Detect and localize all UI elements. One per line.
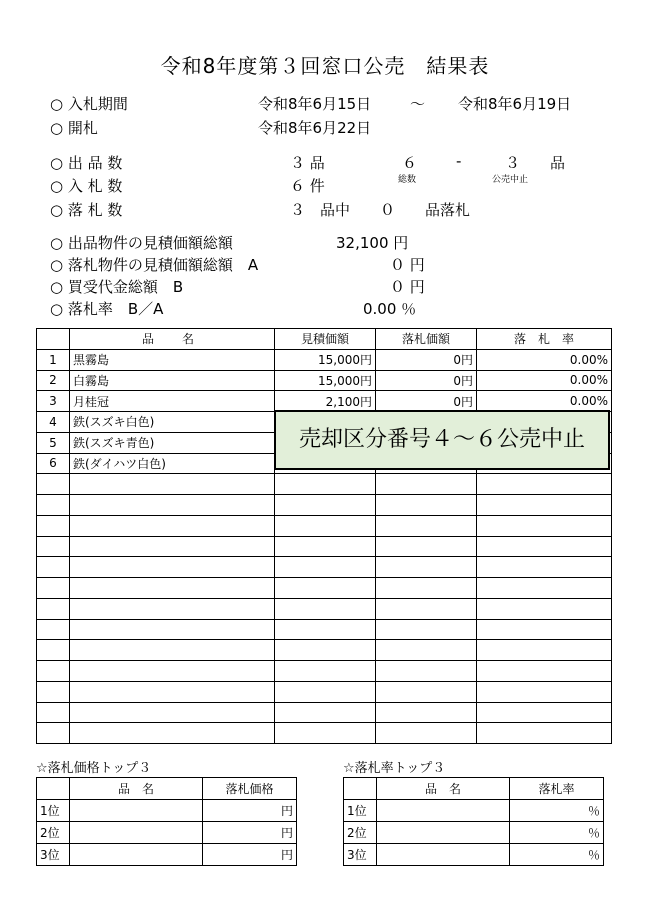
top3-rate-header-row [344, 778, 604, 800]
items-dash: - [456, 152, 462, 170]
cell-no [37, 578, 70, 599]
cell-rate [477, 723, 612, 744]
top3-row [344, 822, 604, 844]
cell-name [70, 515, 275, 536]
header-estimate: 見積価額 [275, 329, 376, 350]
cell-bid [376, 681, 477, 702]
cell-no [37, 495, 70, 516]
cell-name: 鉄(ダイハツ白色) [70, 453, 275, 474]
table-row-empty [37, 640, 612, 661]
top3-row [37, 800, 297, 822]
top3-rate-header-rank [344, 778, 377, 800]
cell-est [275, 723, 376, 744]
table-row-empty [37, 536, 612, 557]
period-end: 令和8年6月19日 [458, 95, 572, 113]
header-bid: 落札価額 [376, 329, 477, 350]
cell-name [70, 474, 275, 495]
cell-bid: 0円 [376, 370, 477, 391]
cell-no [37, 661, 70, 682]
cell-name [70, 702, 275, 723]
results-table [36, 328, 612, 744]
cell-name [70, 557, 275, 578]
top3-rate-table [343, 777, 604, 866]
sale-total-label: ○ 買受代金総額 B [50, 278, 184, 296]
cell-bid [376, 515, 477, 536]
top3-cell-rank: 3位 [344, 844, 377, 866]
top3-cell-name [377, 822, 510, 844]
cell-name [70, 598, 275, 619]
table-row [37, 349, 612, 370]
table-row-empty [37, 723, 612, 744]
cell-name [70, 661, 275, 682]
top3-cell-name [377, 844, 510, 866]
table-row-empty [37, 598, 612, 619]
top3-cell-rank: 2位 [344, 822, 377, 844]
cell-est [275, 702, 376, 723]
top3-price-heading: ☆落札価格トップ３ [36, 761, 152, 776]
cell-rate [477, 640, 612, 661]
rate-label: ○ 落札率 B／A [50, 300, 164, 318]
items-suspended-caption: 公売中止 [492, 175, 529, 185]
cell-no [37, 702, 70, 723]
top3-row [37, 844, 297, 866]
cell-bid [376, 619, 477, 640]
table-row-empty [37, 578, 612, 599]
top3-cell-name [70, 844, 203, 866]
cell-name [70, 536, 275, 557]
cell-rate [477, 536, 612, 557]
items-total: ６ [402, 154, 418, 172]
cell-name: 鉄(スズキ白色) [70, 412, 275, 433]
cell-no [37, 536, 70, 557]
cell-rate: 0.00% [477, 391, 612, 412]
cell-name [70, 495, 275, 516]
cell-est [275, 474, 376, 495]
top3-rate-header-value: 落札率 [510, 778, 604, 800]
cell-rate [477, 474, 612, 495]
cell-bid [376, 578, 477, 599]
cell-bid [376, 536, 477, 557]
top3-cell-rank: 3位 [37, 844, 70, 866]
table-row-empty [37, 619, 612, 640]
top3-cell-name [377, 800, 510, 822]
period-tilde: ～ [410, 95, 426, 113]
cell-est [275, 557, 376, 578]
items-total-caption: 総数 [398, 175, 417, 185]
page-title: 令和8年度第３回窓口公売 結果表 [160, 54, 490, 78]
cell-no: 4 [37, 412, 70, 433]
top3-row [344, 800, 604, 822]
cell-rate [477, 681, 612, 702]
cell-rate: 0.00% [477, 349, 612, 370]
est-total-value: 32,100 円 [336, 234, 409, 252]
top3-price-header-row [37, 778, 297, 800]
top3-cell-name [70, 800, 203, 822]
table-row-empty [37, 495, 612, 516]
cell-bid [376, 598, 477, 619]
cell-est [275, 598, 376, 619]
cell-name: 鉄(スズキ青色) [70, 432, 275, 453]
cell-bid [376, 723, 477, 744]
cell-rate [477, 619, 612, 640]
opening-label: ○ 開札 [50, 119, 98, 137]
cell-bid [376, 474, 477, 495]
cell-rate [477, 557, 612, 578]
cell-no [37, 598, 70, 619]
cell-no: 6 [37, 453, 70, 474]
cell-bid [376, 661, 477, 682]
table-row-empty [37, 557, 612, 578]
top3-price-header-value: 落札価格 [203, 778, 297, 800]
bids-value: ６ 件 [290, 177, 325, 195]
period-start: 令和8年6月15日 [258, 95, 372, 113]
cell-bid [376, 640, 477, 661]
header-no [37, 329, 70, 350]
header-rate: 落 札 率 [477, 329, 612, 350]
cell-no [37, 515, 70, 536]
cell-est [275, 578, 376, 599]
cell-est [275, 661, 376, 682]
est-total-label: ○ 出品物件の見積価額総額 [50, 234, 233, 252]
table-row-empty [37, 681, 612, 702]
won-est-value: ０ 円 [390, 256, 425, 274]
table-row [37, 370, 612, 391]
top3-cell-value: ％ [510, 800, 604, 822]
items-unit: 品 [550, 154, 566, 172]
won-est-label: ○ 落札物件の見積価額総額 A [50, 256, 259, 274]
top3-cell-value: 円 [203, 844, 297, 866]
top3-cell-value: ％ [510, 844, 604, 866]
items-suspended: ３ [505, 154, 521, 172]
period-label: ○ 入札期間 [50, 95, 128, 113]
won-value: ３ 品中 ０ 品落札 [290, 201, 471, 219]
top3-cell-rank: 1位 [344, 800, 377, 822]
cell-name [70, 681, 275, 702]
top3-cell-value: ％ [510, 822, 604, 844]
cell-no [37, 474, 70, 495]
table-row-empty [37, 702, 612, 723]
cell-no: 5 [37, 432, 70, 453]
top3-cell-value: 円 [203, 800, 297, 822]
cell-no: 2 [37, 370, 70, 391]
table-row-empty [37, 515, 612, 536]
top3-price-header-rank [37, 778, 70, 800]
sale-total-value: ０ 円 [390, 278, 425, 296]
top3-price-header-name: 品 名 [70, 778, 203, 800]
cell-name: 月桂冠 [70, 391, 275, 412]
cell-no: 3 [37, 391, 70, 412]
rate-value: 0.00 ％ [363, 300, 417, 318]
cell-bid: 0円 [376, 391, 477, 412]
cell-bid: 0円 [376, 349, 477, 370]
header-name: 品 名 [70, 329, 275, 350]
cell-name [70, 640, 275, 661]
bids-label: ○ 入 札 数 [50, 177, 123, 195]
cell-rate [477, 598, 612, 619]
top3-cell-value: 円 [203, 822, 297, 844]
top3-rate-heading: ☆落札率トップ３ [343, 761, 446, 776]
cell-est: 15,000円 [275, 349, 376, 370]
cell-est: 15,000円 [275, 370, 376, 391]
top3-rate-header-name: 品 名 [377, 778, 510, 800]
table-row-empty [37, 474, 612, 495]
top3-row [344, 844, 604, 866]
suspension-notice: 売却区分番号４～６公売中止 [274, 410, 610, 470]
top3-row [37, 822, 297, 844]
cell-no [37, 640, 70, 661]
cell-bid [376, 495, 477, 516]
cell-est: 2,100円 [275, 391, 376, 412]
top3-price-table [36, 777, 297, 866]
cell-no [37, 681, 70, 702]
cell-rate [477, 661, 612, 682]
cell-name: 白霧島 [70, 370, 275, 391]
cell-rate [477, 702, 612, 723]
cell-no: 1 [37, 349, 70, 370]
cell-name: 黒霧島 [70, 349, 275, 370]
cell-rate [477, 515, 612, 536]
top3-cell-rank: 1位 [37, 800, 70, 822]
items-value: ３ 品 [290, 154, 325, 172]
cell-est [275, 640, 376, 661]
cell-no [37, 557, 70, 578]
top3-cell-rank: 2位 [37, 822, 70, 844]
cell-est [275, 495, 376, 516]
cell-no [37, 619, 70, 640]
cell-name [70, 619, 275, 640]
cell-rate: 0.00% [477, 370, 612, 391]
results-header-row [37, 329, 612, 350]
items-label: ○ 出 品 数 [50, 154, 123, 172]
cell-name [70, 578, 275, 599]
cell-rate [477, 578, 612, 599]
cell-no [37, 723, 70, 744]
opening-date: 令和8年6月22日 [258, 119, 372, 137]
top3-cell-name [70, 822, 203, 844]
cell-bid [376, 702, 477, 723]
cell-bid [376, 557, 477, 578]
table-row-empty [37, 661, 612, 682]
cell-est [275, 619, 376, 640]
cell-name [70, 723, 275, 744]
cell-est [275, 515, 376, 536]
cell-est [275, 681, 376, 702]
won-label: ○ 落 札 数 [50, 201, 123, 219]
cell-rate [477, 495, 612, 516]
table-row [37, 391, 612, 412]
cell-est [275, 536, 376, 557]
